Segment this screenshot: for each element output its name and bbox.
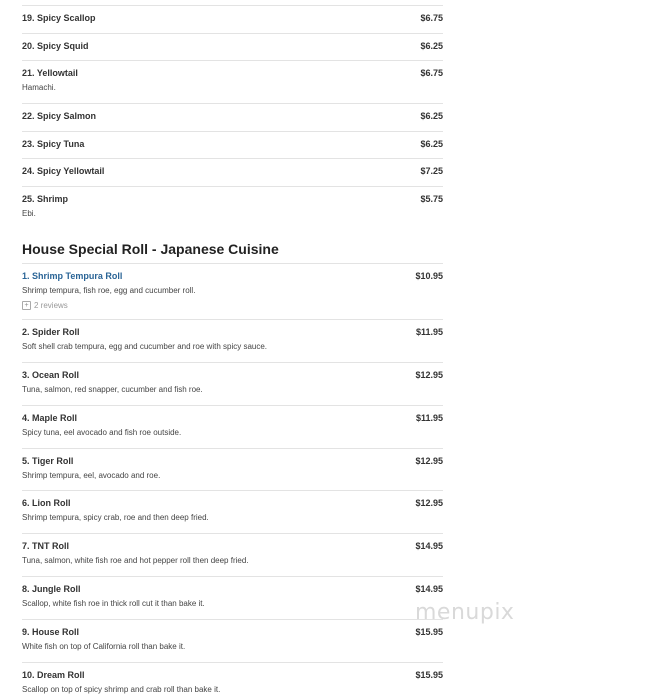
item-name: 6. Lion Roll (22, 498, 71, 508)
list-item (22, 60, 443, 103)
list-item (22, 533, 443, 576)
item-description: Tuna, salmon, red snapper, cucumber and fish roe. (22, 385, 203, 394)
item-description: Spicy tuna, eel avocado and fish roe outside. (22, 428, 182, 437)
item-description: Hamachi. (22, 83, 56, 92)
list-item (22, 319, 443, 362)
item-description: Ebi. (22, 209, 36, 218)
item-price: $7.25 (420, 166, 443, 176)
item-description: Shrimp tempura, fish roe, egg and cucumber roll. (22, 286, 196, 295)
item-price: $6.25 (420, 41, 443, 51)
item-price: $6.25 (420, 139, 443, 149)
item-name: 2. Spider Roll (22, 327, 80, 337)
item-price: $12.95 (415, 456, 443, 466)
list-item (22, 576, 443, 619)
item-name: 5. Tiger Roll (22, 456, 74, 466)
item-price: $6.75 (420, 68, 443, 78)
item-name: 22. Spicy Salmon (22, 111, 97, 121)
item-price: $5.75 (420, 194, 443, 204)
item-name: 9. House Roll (22, 627, 80, 637)
item-description: Shrimp tempura, spicy crab, roe and then deep fried. (22, 513, 209, 522)
watermark-logo: menupix (415, 600, 515, 625)
list-item (22, 490, 443, 533)
item-name: 3. Ocean Roll (22, 370, 80, 380)
reviews-toggle[interactable] (22, 301, 443, 310)
item-name: 25. Shrimp (22, 194, 69, 204)
list-item (22, 405, 443, 448)
list-item (22, 263, 443, 319)
item-description: Soft shell crab tempura, egg and cucumber and roe with spicy sauce. (22, 342, 268, 351)
list-item (22, 131, 443, 158)
item-description: Scallop, white fish roe in thick roll cut it than bake it. (22, 599, 205, 608)
item-name: 23. Spicy Tuna (22, 139, 85, 149)
item-description: Shrimp tempura, eel, avocado and roe. (22, 471, 161, 480)
item-description: Scallop on top of spicy shrimp and crab roll than bake it. (22, 685, 221, 694)
list-item (22, 33, 443, 60)
item-name: 7. TNT Roll (22, 541, 69, 551)
item-name: 24. Spicy Yellowtail (22, 166, 105, 176)
list-item (22, 448, 443, 490)
item-price: $15.95 (415, 670, 443, 680)
item-price: $10.95 (415, 271, 443, 281)
reviews-count[interactable]: 2 reviews (34, 301, 68, 310)
item-price: $12.95 (415, 498, 443, 508)
list-item (22, 103, 443, 131)
item-name: 19. Spicy Scallop (22, 13, 96, 23)
item-price: $11.95 (415, 413, 443, 423)
section-title: House Special Roll - Japanese Cuisine (22, 241, 279, 257)
item-description: Tuna, salmon, white fish roe and hot pepper roll then deep fried. (22, 556, 249, 565)
item-name: 4. Maple Roll (22, 413, 78, 423)
item-name: 8. Jungle Roll (22, 584, 81, 594)
plus-icon[interactable]: + (22, 301, 31, 310)
item-price: $14.95 (415, 584, 443, 594)
item-name: 10. Dream Roll (22, 670, 85, 680)
list-item (22, 619, 443, 662)
list-item (22, 186, 443, 226)
item-price: $11.95 (415, 327, 443, 337)
item-name: 21. Yellowtail (22, 68, 78, 78)
item-price: $14.95 (415, 541, 443, 551)
item-price: $6.25 (420, 111, 443, 121)
list-item (22, 662, 443, 698)
item-price: $6.75 (420, 13, 443, 23)
item-name: 20. Spicy Squid (22, 41, 89, 51)
item-name-link[interactable]: 1. Shrimp Tempura Roll (22, 271, 123, 281)
list-item (22, 5, 443, 33)
list-item (22, 158, 443, 186)
item-price: $12.95 (415, 370, 443, 380)
item-description: White fish on top of California roll than bake it. (22, 642, 186, 651)
list-item (22, 362, 443, 405)
item-price: $15.95 (415, 627, 443, 637)
